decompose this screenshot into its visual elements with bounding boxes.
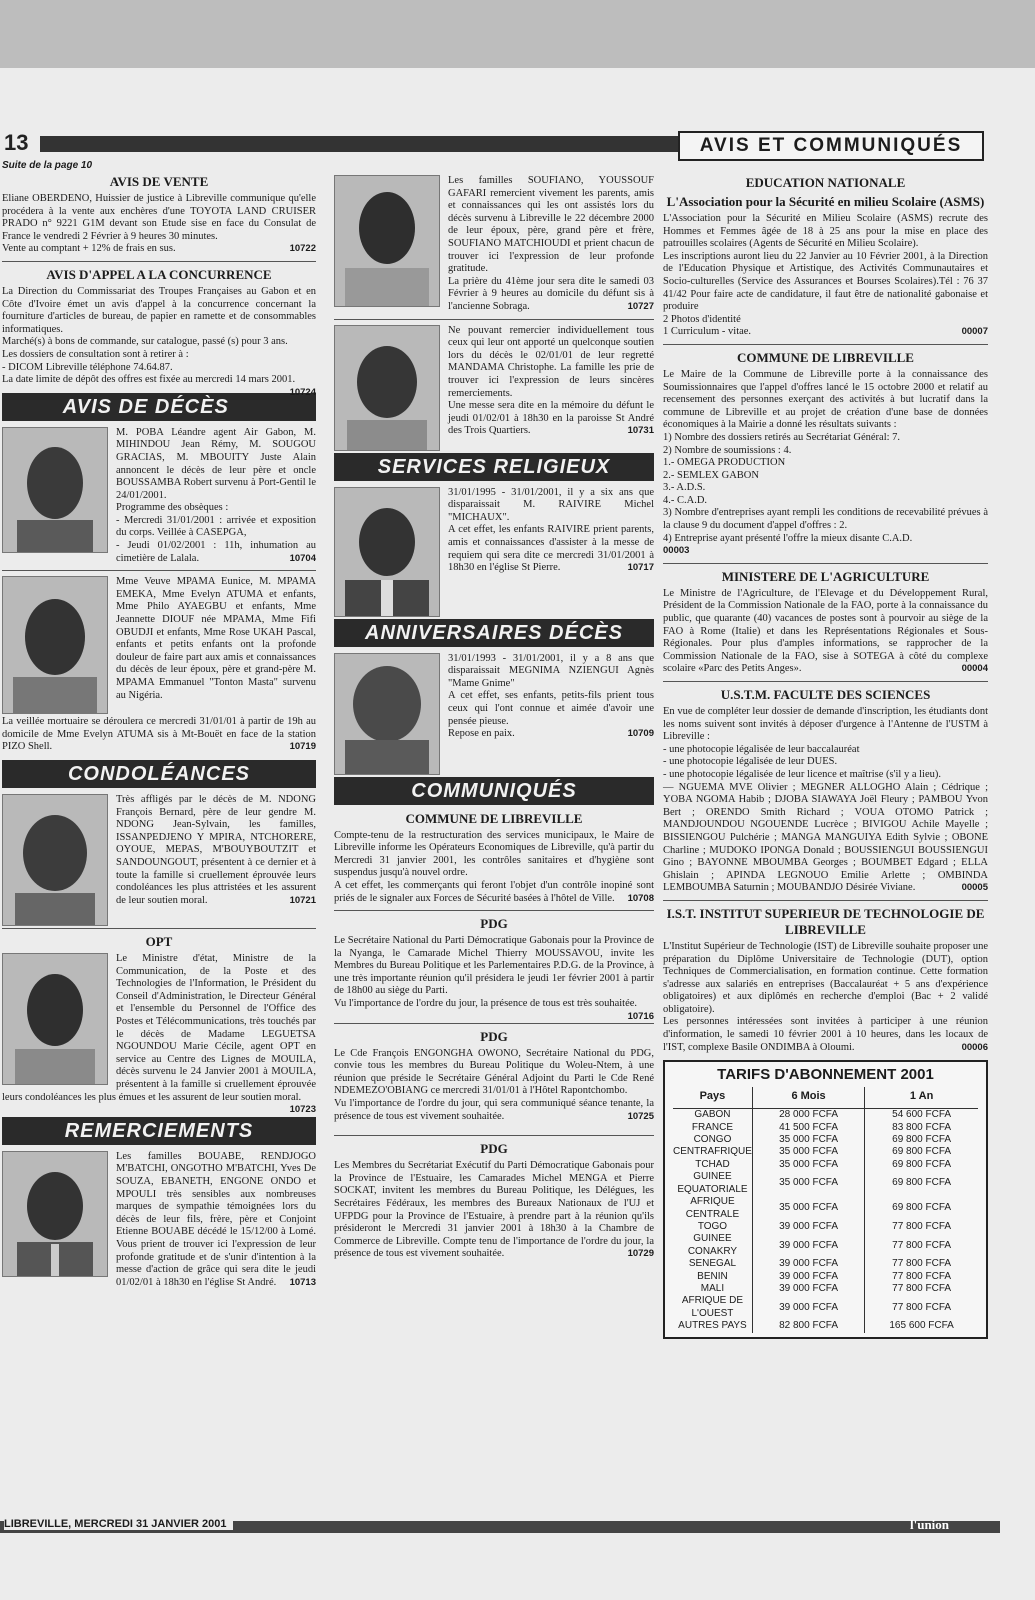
notice-text: Le Ministre de l'Agriculture, de l'Elevage et du Développement Rural, Président de la Commission Nationale de la FAO, porte à la connaissance du public, que quarante (40) vacances de postes sont à pourvoir au siège de la FAO à Rome (Italie) et dans les Représentations Régionales et Sous-Régionales. Pour plus d'amples informations, se rapprocher de la Commission Nationale de la FAO, sise à SOTEGA à côté du complexe scolaire «Parc des Petits Anges». 00004: [663, 587, 988, 675]
notice-text: Repose en paix. 10709: [448, 728, 654, 740]
scan-background: [0, 0, 1035, 70]
notice-ref: 10731: [627, 425, 654, 437]
banner-anniversaires-deces: ANNIVERSAIRES DÉCÈS: [334, 619, 654, 647]
notice-text: Compte-tenu de la restructuration des services municipaux, le Maire de Libreville informe les Opérateurs Economiques de Libreville, qu'à partir du Mercredi 31 janvier 2001, les contrôles sanitaires et d'hygiène sont suspendus jusqu'à nouvel ordre.: [334, 829, 654, 879]
divider: [663, 344, 988, 345]
notice-ref: 10704: [289, 552, 316, 564]
notice-text: Le Secrétaire National du Parti Démocratique Gabonais pour la Province de la Nyanga, le Camarade Michel Thierry MOUSSAVOU, invite les Membres du Bureau Politique et les Parlementaires P.D.G. de la Province, à une très importante réunion qu'il présidera le jeudi 1er février 2001 à partir de 18h00 au siège du Parti.: [334, 935, 654, 997]
notice-text: La Direction du Commissariat des Troupes Françaises au Gabon et en Côte d'Ivoire émet un avis d'appel à la concurrence concernant la fourniture d'articles de bureau, de papier en ramette et de consommables informatiques.: [2, 285, 316, 335]
subscription-rates-box: [663, 1060, 988, 1338]
table-cell: 77 800 FCFA: [865, 1283, 978, 1295]
divider: [663, 563, 988, 564]
notice-ref: 00005: [961, 882, 988, 894]
banner-remerciements: REMERCIEMENTS: [2, 1117, 316, 1145]
list-item: 3.- A.D.S.: [663, 482, 706, 494]
notice-text: 2 Photos d'identité: [663, 313, 741, 325]
table-row: [673, 1122, 978, 1134]
table-cell: 69 800 FCFA: [865, 1171, 978, 1196]
table-cell: 35 000 FCFA: [752, 1146, 864, 1158]
portrait-photo: [334, 175, 440, 307]
divider: [663, 900, 988, 901]
table-cell: GUINEE CONAKRY: [687, 1233, 738, 1257]
portrait-photo: [334, 653, 440, 775]
table-header: 6 Mois: [752, 1087, 864, 1109]
notice-text: - Mercredi 31/01/2001 : arrivée et exposition du corps. Veillée à CASEPGA,: [116, 514, 316, 539]
notice-ref: 00006: [961, 1041, 988, 1053]
portrait-photo: [2, 794, 108, 926]
divider: [2, 928, 316, 929]
notice-text: Les familles SOUFIANO, YOUSSOUF GAFARI remercient vivement les parents, amis et connaissances qui les ont assistés lors du décès survenu à Libreville le 22 décembre 2000 de leur époux, père, grand père et frère, SOUFIANO MATCHIOUDI et prient chacun de trouver ici l'expression de leur profonde gratitude.: [448, 175, 654, 275]
banner-services-religieux: SERVICES RELIGIEUX: [334, 453, 654, 481]
table-cell: SENEGAL: [688, 1258, 737, 1270]
table-row: [673, 1271, 978, 1283]
notice-text: En vue de compléter leur dossier de demande d'inscription, les étudiants dont les noms suivent sont invités à déposer d'urgence à l'Antenne de l'USTM à Libreville :: [663, 706, 988, 743]
notice-text: Très affligés par le décès de M. NDONG François Bernard, père de leur gendre M. NDONG Jean-Sylvain, les familles, ISSANPEDJENO Y MPIRA, NTCHORERE, OYOUE, MEPAS, M'BOUYBOUTZIT et SANDOUNGOUT, présentent à ce dernier et à toute la famille si cruellement éprouvée leurs condoléances les plus attristées et les assurent de leur soutien moral. 10721: [116, 794, 316, 906]
rates-table: [673, 1087, 978, 1332]
notice-title: COMMUNE DE LIBREVILLE: [737, 349, 914, 365]
table-cell: CONGO: [693, 1134, 732, 1146]
column-middle: [334, 175, 654, 1261]
notice-title: AVIS D'APPEL A LA CONCURRENCE: [46, 266, 272, 282]
list-item: 4.- C.A.D.: [663, 494, 708, 506]
table-cell: 39 000 FCFA: [752, 1283, 864, 1295]
table-cell: 77 800 FCFA: [865, 1233, 978, 1258]
column-right: [663, 172, 988, 1339]
notice-text: La veillée mortuaire se déroulera ce mercredi 31/01/01 à partir de 19h au domicile de Mme Evelyn ATUMA sis à Mt-Bouët en face de la station PIZO Shell. 10719: [2, 716, 316, 753]
notice-text: L'Association pour la Sécurité en Milieu Scolaire (ASMS) recrute des Hommes et Femmes âgée de 18 à 25 ans pour la mise en place des patrouilles scolaires (Agents de Sécurité en Milieu Scolaire).: [663, 213, 988, 250]
table-cell: 28 000 FCFA: [752, 1109, 864, 1122]
table-header: Pays: [673, 1087, 752, 1109]
table-cell: 41 500 FCFA: [752, 1122, 864, 1134]
table-cell: 39 000 FCFA: [752, 1271, 864, 1283]
table-cell: 54 600 FCFA: [865, 1109, 978, 1122]
notice-text: Mme Veuve MPAMA Eunice, M. MPAMA EMEKA, Mme Evelyn ATUMA et enfants, Mme Philo AYAEGBU et enfants, Mme Jeannette DIOUF née MPAMA, Mme Fifi OBUDJI et enfants, Mme Rose UKAH Pascal, enfants et petits enfants ont la profonde douleur de faire part aux amis et connaissances du décès de leur époux, père et grand-père M. MPAMA Emmanuel "Tonton Masta" survenu au Nigéria.: [116, 576, 316, 701]
table-row: [673, 1295, 978, 1320]
table-cell: BENIN: [697, 1270, 728, 1282]
table-row: [673, 1109, 978, 1122]
notice-text: La date limite de dépôt des offres est fixée au mercredi 14 mars 2001. 10724: [2, 374, 316, 398]
notice-text: Les familles BOUABE, RENDJOGO M'BATCHI, ONGOTHO M'BATCHI, Yves De SOUZA, EBANETH, ENGONE ONDO et MPOULI très sensibles aux nombreuses marques de sympathie témoignées lors du décès de leur fils, frère, père et Conjoint Etienne BOUABE décédé le 15/12/00 à Lomé. Vous prient de trouver ici l'expression de leur profonde gratitude et de s'unir d'intention à la messe d'action de grâce qui sera dite le jeudi 01/02/01 à 18h30 en l'église St André. 10713: [116, 1150, 316, 1288]
table-cell: CENTRAFRIQUE: [673, 1146, 752, 1158]
notice-text: Ne pouvant remercier individuellement tous ceux qui leur ont apporté un quelconque soutien lors du décès le 02/01/01 de leur regretté MANDAMA Christophe. La famille les prie de trouver ici l'expression de leurs sincères remerciements.: [448, 324, 654, 399]
table-row: [673, 1196, 978, 1221]
notice-text: Programme des obsèques :: [116, 502, 229, 514]
notice-text: Eliane OBERDENO, Huissier de justice à Libreville communique qu'elle procédera à la vente aux enchères d'une TOYOTA LAND CRUISER PRADO n° 9221 G1M devant son Etude sise en face du Consulat de France le vendredi 2 Février à 9 heures 30 minutes.: [2, 193, 316, 242]
table-cell: 39 000 FCFA: [752, 1295, 864, 1320]
notice-subtitle: L'Association pour la Sécurité en milieu Scolaire (ASMS): [666, 194, 985, 209]
table-cell: 77 800 FCFA: [865, 1221, 978, 1233]
notice-text: Les dossiers de consultation sont à retirer à :: [2, 348, 189, 360]
table-row: [673, 1171, 978, 1196]
notice-ref: 00004: [961, 663, 988, 675]
rates-title: TARIFS D'ABONNEMENT 2001: [717, 1066, 934, 1084]
table-cell: AFRIQUE DE L'OUEST: [681, 1295, 744, 1319]
table-cell: AUTRES PAYS: [678, 1320, 747, 1332]
portrait-photo: [334, 325, 440, 451]
notice-ref: 10723: [289, 1104, 316, 1116]
banner-condoleances: CONDOLÉANCES: [2, 760, 316, 788]
table-cell: 77 800 FCFA: [865, 1295, 978, 1320]
notice-ref: 10717: [627, 562, 654, 574]
table-cell: 69 800 FCFA: [865, 1146, 978, 1158]
notice-ref: 10721: [289, 894, 316, 906]
notice-ref: 10708: [627, 892, 654, 904]
table-cell: 35 000 FCFA: [752, 1159, 864, 1171]
notice-ref: 10724: [289, 386, 316, 398]
footer-masthead: l'union: [910, 1517, 950, 1532]
table-cell: FRANCE: [691, 1121, 734, 1133]
table-row: [673, 1221, 978, 1233]
continuation-note: Suite de la page 10: [2, 160, 93, 171]
list-item: 1.- OMEGA PRODUCTION: [663, 457, 786, 469]
table-cell: 69 800 FCFA: [865, 1159, 978, 1171]
page-number: 13: [4, 130, 29, 155]
table-cell: 35 000 FCFA: [752, 1171, 864, 1196]
list-item: 3) Nombre d'entreprises ayant rempli les conditions de recevabilité prévues à la clause 9 du document d'appel d'offres : 2.: [663, 507, 988, 532]
notice-ref: 10729: [627, 1248, 654, 1260]
column-left: [2, 160, 316, 1289]
notice-text: Vente au comptant + 12% de frais en sus. 10722: [2, 243, 316, 255]
divider: [2, 570, 316, 571]
table-cell: TCHAD: [695, 1158, 730, 1170]
notice-text: Le Cde François ENGONGHA OWONO, Secrétaire National du PDG, convie tous les membres du Bureau Politique du Woleu-Ntem, à une réunion que préside le Secrétaire Général Adjoint du Parti le Cde René NDEMEZO'OBIANG ce mercredi 31/01/01 à l'Hôtel Rapontchombo.: [334, 1047, 654, 1097]
results-list: [663, 432, 988, 545]
notice-text: Les personnes intéressées sont invitées à participer à une réunion d'information, le samedi 10 février 2001 à 10 heures, dans les locaux de l'IST, complexe Basile ONDIMBA à Oloumi. 00006: [663, 1016, 988, 1053]
table-cell: 69 800 FCFA: [865, 1196, 978, 1221]
notice-text: Marché(s) à bons de commande, sur catalogue, passé (s) pour 3 ans.: [2, 336, 288, 348]
divider: [334, 319, 654, 320]
list-item: 1) Nombre des dossiers retirés au Secrétariat Général: 7.: [663, 431, 901, 443]
rates-body: [673, 1109, 978, 1333]
table-cell: 39 000 FCFA: [752, 1258, 864, 1270]
notice-ref: 10709: [627, 728, 654, 740]
divider: [334, 1023, 654, 1024]
list-item: 2) Nombre de soumissions : 4.: [663, 444, 792, 456]
notice-ref: 10725: [627, 1110, 654, 1122]
table-cell: 82 800 FCFA: [752, 1320, 864, 1332]
table-cell: AFRIQUE CENTRALE: [685, 1196, 740, 1220]
notice-text: - Jeudi 01/02/2001 : 11h, inhumation au cimetière de Lalala. 10704: [116, 540, 316, 564]
notice-ref: 10716: [627, 1010, 654, 1022]
portrait-photo: [2, 427, 108, 553]
notice-ref: 10719: [289, 741, 316, 753]
divider: [334, 910, 654, 911]
notice-text: Le Maire de la Commune de Libreville porte à la connaissance des Soumissionnaires que l'appel d'offres lancé le 15 octobre 2000 et relatif au recensement des personnes exerçant des activités à but lucratif dans la commune de Libreville et au projet de création d'une base de données économiques à la Mairie a donné les résultats suivants :: [663, 368, 988, 431]
list-item: - une photocopie légalisée de leur baccalauréat: [663, 743, 860, 755]
table-cell: GUINEE EQUATORIALE: [677, 1171, 748, 1195]
notice-text: La prière du 41ème jour sera dite le samedi 03 Février à 9 heures au domicile du défunt sis à l'ancienne Sobraga. 10727: [448, 275, 654, 312]
notice-text: 1 Curriculum - vitae. 00007: [663, 326, 988, 338]
portrait-photo: [2, 1151, 108, 1277]
table-cell: 77 800 FCFA: [865, 1258, 978, 1270]
notice-ref: 10727: [627, 300, 654, 312]
section-title: AVIS ET COMMUNIQUÉS: [678, 131, 984, 161]
table-cell: 165 600 FCFA: [865, 1320, 978, 1332]
list-item: 2.- SEMLEX GABON: [663, 469, 759, 481]
table-cell: 39 000 FCFA: [752, 1233, 864, 1258]
notice-text: Une messe sera dite en la mémoire du défunt le jeudi 01/02/01 à 18h30 en la paroisse St André des Trois Quartiers. 10731: [448, 400, 654, 437]
list-item: 4) Entreprise ayant présenté l'offre la mieux disante C.A.D.: [663, 532, 913, 544]
notice-text: A cet effet, ses enfants, petits-fils prient tous ceux qui l'ont connue et aimée d'avoir une pensée pieuse.: [448, 690, 654, 727]
table-cell: 39 000 FCFA: [752, 1221, 864, 1233]
notice-title: U.S.T.M. FACULTE DES SCIENCES: [720, 687, 931, 702]
notice-text: M. POBA Léandre agent Air Gabon, M. MIHINDOU Jean Rémy, M. SOUGOU GRACIAS, M. MBOUITY Juste Alain annoncent le décès de leur père et oncle BOUSSAMBA Robert survenu à Port-Gentil le 24/01/2001.: [116, 426, 316, 501]
notice-ref: 10713: [289, 1276, 316, 1288]
divider: [334, 1135, 654, 1136]
table-cell: 35 000 FCFA: [752, 1134, 864, 1146]
table-cell: GABON: [694, 1109, 731, 1121]
notice-title: OPT: [145, 934, 173, 950]
table-cell: 35 000 FCFA: [752, 1196, 864, 1221]
table-row: [673, 1320, 978, 1332]
notice-title: I.S.T. INSTITUT SUPERIEUR DE TECHNOLOGIE DE LIBREVILLE: [666, 905, 985, 937]
header-bar: [40, 136, 680, 152]
portrait-photo: [2, 576, 108, 714]
notice-text: 31/01/1993 - 31/01/2001, il y a 8 ans que disparaissait MEGNIMA NZIENGUI Agnès "Mame Gnime": [448, 652, 654, 689]
notice-text: — NGUEMA MVE Olivier ; MEGNER ALLOGHO Alain ; Cédrique ; YOBA NGOMA Habib ; DJOBA SIAWAYA Joël Fleury ; PAMBOU Yvon Bert ; ORENDO Smith Richard ; VOUA OTOMO Patrick ; MANDJOUNDOU NGOUENDE Lucrèce ; BIVIGOU Achile Mayelle ; BISSIENGOU Pulchérie ; MANGA MANGUIYA Edith Sylvie ; OBONE Charline ; MUDOKO IPONGA Donald ; BOUSSIENGUI BOUSSIENGUI Gino ; BAYONNE MBOUMBA Georges ; BOUMBET Edgard ; ELLA Ghislain ; APINDA LEGNOUO Emilie Arlette ; OMBINDA LEMBOUMBA Saturnin ; MOUBANDJO Désirée Viviane. 00005: [663, 781, 988, 894]
list-item: - une photocopie légalisée de leur DUES.: [663, 756, 838, 768]
notice-ref: 00007: [961, 326, 988, 338]
notice-title: COMMUNE DE LIBREVILLE: [405, 810, 583, 826]
notice-text: A cet effet, les enfants RAIVIRE prient parents, amis et connaissances d'assister à la messe de requiem qui sera dite ce mercredi 31/01/2001 à 18h30 en l'église St Pierre. 10717: [448, 524, 654, 574]
portrait-photo: [2, 953, 108, 1085]
notice-text: 31/01/1995 - 31/01/2001, il y a six ans que disparaissait M. RAIVIRE Michel "MICHAUX".: [448, 486, 654, 523]
notice-title: PDG: [480, 916, 508, 932]
notice-ref: 10722: [289, 243, 316, 255]
notice-text: A cet effet, les commerçants qui feront l'objet d'un contrôle inopiné sont priés de le signaler aux Forces de Sécurité basées à l'hôtel de Ville. 10708: [334, 879, 654, 904]
table-row: [673, 1283, 978, 1295]
notice-text: Le Ministre d'état, Ministre de la Communication, de la Poste et des Technologies de l'Information, le Président du Conseil d'Administration, le Directeur Général et l'ensemble du Personnel de l'Office des Postes et Télécommunications, très touchés par le décès de Madame LEGUETSA NGOUNDOU Marie Cécile, agent OPT en service au Centre des Lignes de MOUILA, décès survenu le 24 Janvier 2001 à MOUILA, présentent à la famille si cruellement éprouvée leurs condoléances les plus émues et les assurent de leur soutien moral. 10723: [2, 953, 316, 1116]
table-row: [673, 1146, 978, 1158]
table-cell: 77 800 FCFA: [865, 1271, 978, 1283]
table-row: [673, 1258, 978, 1270]
table-header: 1 An: [865, 1087, 978, 1109]
notice-text: Les inscriptions auront lieu du 22 Janvier au 10 Février 2001, à la Direction de l'Education Physique et Artistique, des Activités Communautaires et Socio-culturelles (Service des Assurances et Bourses Scolaires).Tél : 76 37 41/42 Pour faire acte de candidature, il faut être de nationalité gabonaise et produire: [663, 250, 988, 313]
notice-title: EDUCATION NATIONALE: [745, 175, 906, 190]
notice-text: Vu l'importance de l'ordre du jour, qui sera communiqué séance tenante, la présence de tous est vivement souhaitée. 10725: [334, 1098, 654, 1122]
portrait-photo: [334, 487, 440, 617]
notice-ref: 00003: [663, 545, 690, 557]
table-cell: 69 800 FCFA: [865, 1134, 978, 1146]
banner-avis-de-deces: AVIS DE DÉCÈS: [2, 393, 316, 421]
notice-title: MINISTERE DE L'AGRICULTURE: [721, 568, 930, 584]
list-item: - une photocopie légalisée de leur licence et maîtrise (s'il y a lieu).: [663, 768, 941, 780]
table-row: [673, 1159, 978, 1171]
banner-communiques: COMMUNIQUÉS: [334, 777, 654, 805]
footer-dateline: LIBREVILLE, MERCREDI 31 JANVIER 2001: [4, 1518, 233, 1530]
table-cell: TOGO: [697, 1220, 728, 1232]
notice-title: PDG: [480, 1141, 508, 1157]
table-cell: 83 800 FCFA: [865, 1122, 978, 1134]
table-row: [673, 1134, 978, 1146]
notice-title: PDG: [480, 1028, 508, 1044]
notice-text: - DICOM Libreville téléphone 74.64.87.: [2, 361, 173, 373]
divider: [663, 681, 988, 682]
notice-title: AVIS DE VENTE: [109, 174, 209, 189]
notice-text: Les Membres du Secrétariat Exécutif du Parti Démocratique Gabonais pour la Province de l'Estuaire, les Camarades Michel MENGA et Pierre SOCKAT, invitent les membres du Bureau Politique, les Délégues, les Secrétaires Fédéraux, les membres des Bureaux Nationaux de l'UJ et UFPDG pour la Province de l'Estuaire, à prendre part à la réunion qu'ils présideront le Mercredi 31 janvier 2001 à 18h30 à la Chambre de Commerce de Libreville. Compte tenu de l'importance de l'ordre du jour, la présence de tous est vivement souhaitée. 10729: [334, 1160, 654, 1260]
table-cell: MALI: [700, 1282, 725, 1294]
notice-text: L'Institut Supérieur de Technologie (IST) de Libreville souhaite proposer une préparation du Diplôme Universitaire de Technologie (DUT), option Techniques de Commercialisation, en formation continue. Cette formation s'adresse aux salariés en entreprises (Baccalauréat + 5 ans d'expérience obligatoires) et aux diplômés en recherche d'emploi (Bac + 2 validé obligatoire).: [663, 940, 988, 1015]
notice-text: Vu l'importance de l'ordre du jour, la présence de tous est très souhaitée. 10716: [334, 998, 654, 1022]
table-row: [673, 1233, 978, 1258]
divider: [2, 261, 316, 262]
